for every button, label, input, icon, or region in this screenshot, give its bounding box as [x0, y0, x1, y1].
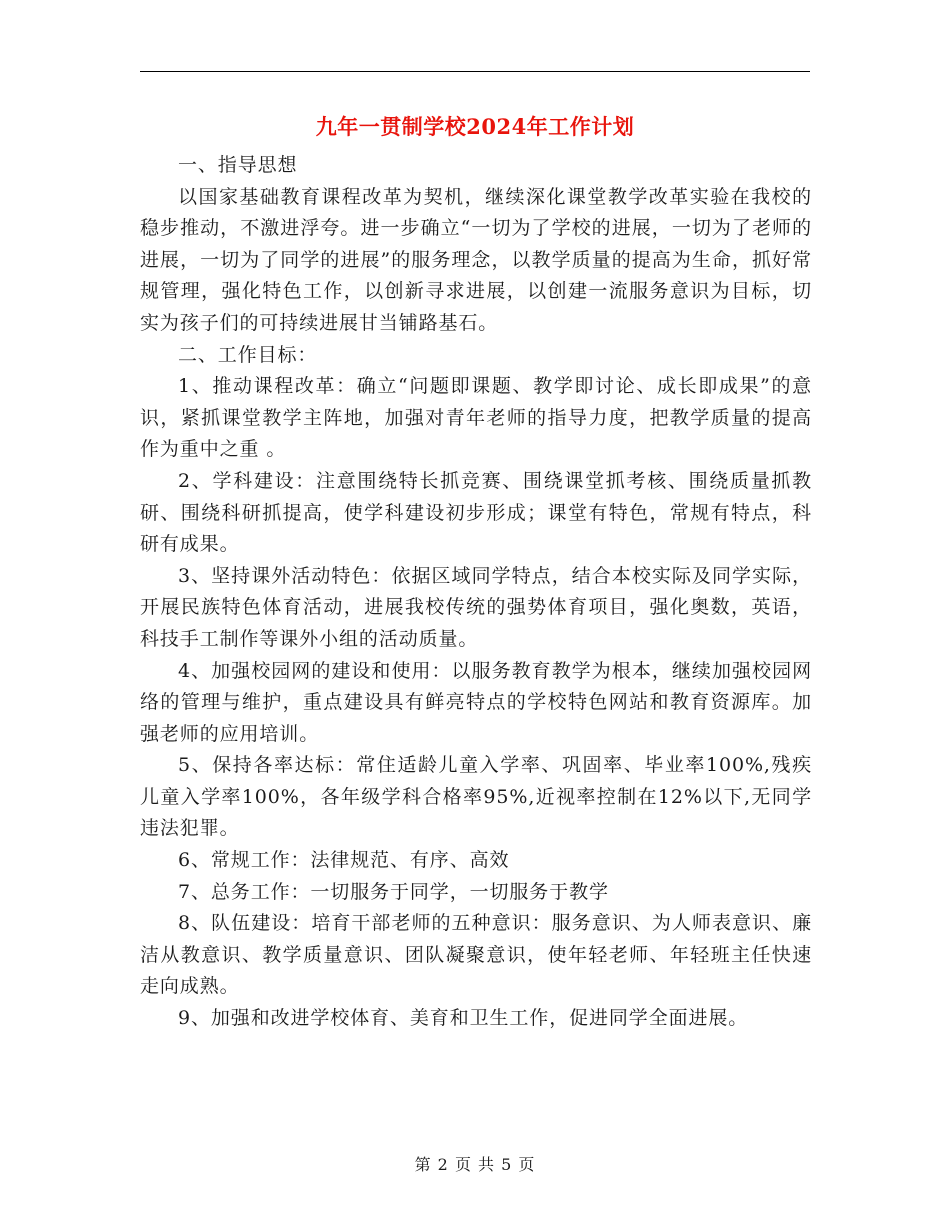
goal-item-7: 7、总务工作：一切服务于同学，一切服务于教学 [178, 880, 609, 903]
goal-item-2: 2、学科建设：注意围绕特长抓竞赛、围绕课堂抓考核、围绕质量抓教研、围绕科研抓提高，使学科建设初步形成；课堂有特色，常规有特点，科研有成果。 [140, 469, 812, 556]
goal-item-9: 9、加强和改进学校体育、美育和卫生工作，促进同学全面进展。 [178, 1007, 749, 1030]
goal-item-4: 4、加强校园网的建设和使用：以服务教育教学为根本，继续加强校园网络的管理与维护，重点建设具有鲜亮特点的学校特色网站和教育资源库。加强老师的应用培训。 [140, 659, 812, 745]
goal-item-6: 6、常规工作：法律规范、有序、高效 [178, 849, 510, 872]
header-rule [140, 71, 810, 72]
document-body [140, 150, 812, 1035]
paragraph-guiding-ideology: 以国家基础教育课程改革为契机，继续深化课堂教学改革实验在我校的稳步推动，不激进浮夸。进一步确立“一切为了学校的进展，一切为了老师的进展，一切为了同学的进展”的服务理念，以教学质量的提高为生命，抓好常规管理，强化特色工作，以创新寻求进展，以创建一流服务意识为目标，切实为孩子们的可持续进展甘当铺路基石。 [140, 185, 812, 334]
document-title: 九年一贯制学校2024年工作计划 [315, 114, 635, 139]
goal-item-8: 8、队伍建设：培育干部老师的五种意识：服务意识、为人师表意识、廉洁从教意识、教学质量意识、团队凝聚意识，使年轻老师、年轻班主任快速走向成熟。 [140, 912, 812, 998]
section-heading-guiding-ideology: 一、指导思想 [178, 154, 298, 176]
goal-item-3: 3、坚持课外活动特色：依据区域同学特点，结合本校实际及同学实际，开展民族特色体育活动，进展我校传统的强势体育项目，强化奥数，英语，科技手工制作等课外小组的活动质量。 [140, 564, 812, 650]
goal-item-1: 1、推动课程改革：确立“问题即课题、教学即讨论、成长即成果”的意识，紧抓课堂教学主阵地，加强对青年老师的指导力度，把教学质量的提高作为重中之重 。 [140, 375, 812, 461]
goal-item-5: 5、保持各率达标：常住适龄儿童入学率、巩固率、毕业率100%,残疾儿童入学率100%，各年级学科合格率95%,近视率控制在12%以下,无同学违法犯罪。 [140, 754, 812, 840]
page-number-footer: 第 2 页 共 5 页 [414, 1155, 536, 1174]
section-heading-work-goals: 二、工作目标： [178, 343, 318, 366]
